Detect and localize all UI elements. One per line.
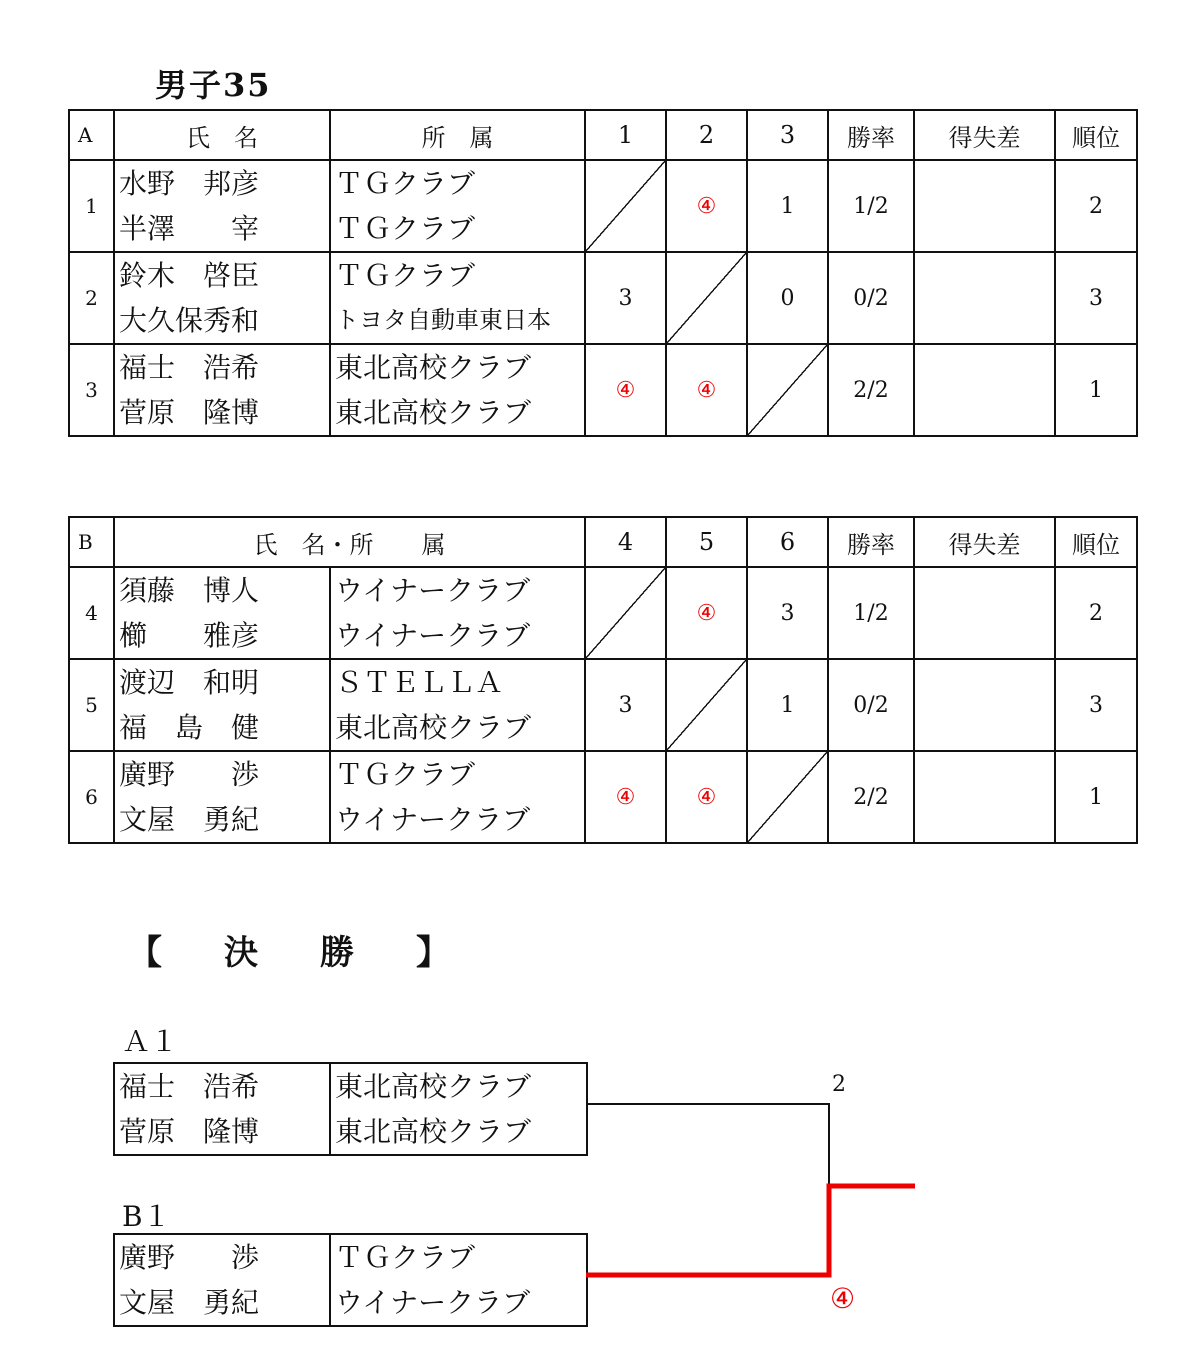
- player-name: 福 島 健: [119, 711, 260, 744]
- col-2-header: 2: [666, 110, 747, 160]
- page-title: 男子35: [155, 66, 272, 104]
- player-name: 菅原 隆博: [119, 1115, 260, 1148]
- col-3-header: 3: [747, 110, 828, 160]
- rank-header: 順位: [1055, 110, 1137, 160]
- score-cell: ④: [666, 567, 747, 659]
- player-name: 福士 浩希: [119, 351, 260, 384]
- rank-cell: 3: [1055, 659, 1137, 751]
- player-name: 菅原 隆博: [119, 396, 260, 429]
- club-name: 東北高校クラブ: [335, 396, 532, 429]
- diff-header: 得失差: [914, 517, 1055, 567]
- player-name: 鈴木 啓臣: [119, 259, 260, 292]
- win-rate-cell: 2/2: [828, 751, 914, 843]
- win-rate-cell: 0/2: [828, 252, 914, 344]
- score-cell: ④: [666, 160, 747, 252]
- club-name: ウイナークラブ: [335, 1286, 531, 1319]
- score-cell: 3: [585, 252, 666, 344]
- col-6-header: 6: [747, 517, 828, 567]
- final-score-bottom: ④: [830, 1282, 856, 1315]
- score-cell: 0: [747, 252, 828, 344]
- club-name: ウイナークラブ: [335, 574, 531, 607]
- player-name: 須藤 博人: [119, 574, 260, 607]
- group-label: A: [69, 110, 114, 160]
- player-name: 半澤 宰: [119, 212, 260, 245]
- score-cell: ④: [666, 751, 747, 843]
- row-number: 6: [69, 751, 114, 843]
- row-number: 2: [69, 252, 114, 344]
- club-name: 東北高校クラブ: [335, 351, 532, 384]
- score-cell: 3: [585, 659, 666, 751]
- club-name: ＳＴＥＬＬＡ: [335, 666, 504, 699]
- final-score-top: 2: [832, 1072, 846, 1097]
- score-cell: 1: [747, 659, 828, 751]
- club-name: ＴＧクラブ: [335, 167, 476, 200]
- bracket-line-winner: [586, 1186, 915, 1275]
- player-name: 廣野 渉: [119, 758, 260, 791]
- player-name: 大久保秀和: [119, 304, 260, 337]
- row-number: 5: [69, 659, 114, 751]
- club-name: ウイナークラブ: [335, 619, 531, 652]
- row-number: 4: [69, 567, 114, 659]
- score-cell: 1: [747, 160, 828, 252]
- seed-label-top: Ａ１: [122, 1025, 179, 1058]
- win-rate-cell: 0/2: [828, 659, 914, 751]
- col-1-header: 1: [585, 110, 666, 160]
- col-5-header: 5: [666, 517, 747, 567]
- player-name: 廣野 渉: [119, 1241, 260, 1274]
- score-cell: 3: [747, 567, 828, 659]
- player-name: 文屋 勇紀: [119, 803, 260, 836]
- score-cell: ④: [585, 751, 666, 843]
- rank-cell: 2: [1055, 160, 1137, 252]
- club-name: ＴＧクラブ: [335, 758, 476, 791]
- seed-label-bottom: B１: [122, 1200, 171, 1233]
- club-name: ＴＧクラブ: [335, 212, 476, 245]
- club-name: トヨタ自動車東日本: [335, 306, 551, 334]
- rank-cell: 2: [1055, 567, 1137, 659]
- bracket-line-top: [586, 1104, 829, 1186]
- player-name: 渡辺 和明: [119, 666, 260, 699]
- win-rate-cell: 1/2: [828, 160, 914, 252]
- final-title: 【 決 勝 】: [128, 933, 464, 973]
- club-name: 東北高校クラブ: [335, 1070, 532, 1103]
- row-number: 1: [69, 160, 114, 252]
- club-name: ＴＧクラブ: [335, 259, 476, 292]
- win-rate-cell: 2/2: [828, 344, 914, 436]
- win-rate-cell: 1/2: [828, 567, 914, 659]
- club-name: ＴＧクラブ: [335, 1241, 476, 1274]
- win-rate-header: 勝率: [828, 517, 914, 567]
- club-name: 東北高校クラブ: [335, 1115, 532, 1148]
- club-header: 所 属: [330, 110, 585, 160]
- rank-cell: 1: [1055, 751, 1137, 843]
- rank-cell: 3: [1055, 252, 1137, 344]
- rank-header: 順位: [1055, 517, 1137, 567]
- name-club-header: 氏 名・所 属: [114, 517, 585, 567]
- diff-header: 得失差: [914, 110, 1055, 160]
- player-name: 水野 邦彦: [119, 167, 260, 200]
- row-number: 3: [69, 344, 114, 436]
- win-rate-header: 勝率: [828, 110, 914, 160]
- player-name: 櫛 雅彦: [119, 619, 260, 652]
- score-cell: ④: [666, 344, 747, 436]
- rank-cell: 1: [1055, 344, 1137, 436]
- club-name: ウイナークラブ: [335, 803, 531, 836]
- score-cell: ④: [585, 344, 666, 436]
- player-name: 福士 浩希: [119, 1070, 260, 1103]
- player-name: 文屋 勇紀: [119, 1286, 260, 1319]
- group-label: B: [69, 517, 114, 567]
- club-name: 東北高校クラブ: [335, 711, 532, 744]
- col-4-header: 4: [585, 517, 666, 567]
- name-header: 氏 名: [114, 110, 330, 160]
